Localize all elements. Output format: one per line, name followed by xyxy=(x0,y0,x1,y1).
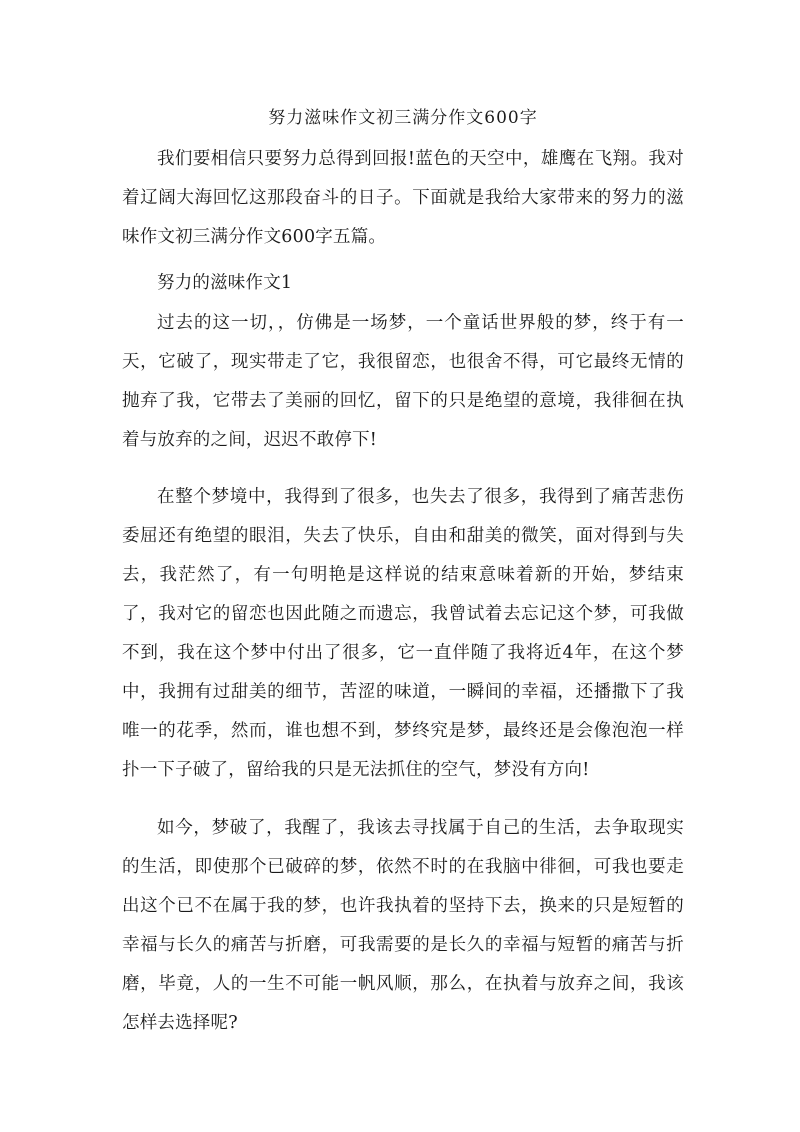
intro-paragraph: 我们要相信只要努力总得到回报!蓝色的天空中，雄鹰在飞翔。我对着辽阔大海回忆这那段奋斗的日子。下面就是我给大家带来的努力的滋味作文初三满分作文600字五篇。 xyxy=(122,149,684,247)
section-heading: 努力的滋味作文1 xyxy=(157,273,293,293)
body-paragraph-1: 过去的这一切，，仿佛是一场梦，一个童话世界般的梦，终于有一天，它破了，现实带走了它，我很留恋，也很舍不得，可它最终无情的抛弃了我，它带去了美丽的回忆，留下的只是绝望的意境，我徘徊在执着与放弃的之间，迟迟不敢停下! xyxy=(122,313,684,450)
body-paragraph-3: 如今，梦破了，我醒了，我该去寻找属于自己的生活，去争取现实的生活，即使那个已破碎的梦，依然不时的在我脑中徘徊，可我也要走出这个已不在属于我的梦，也许我执着的坚持下去，换来的只是短暂的幸福与长久的痛苦与折磨，可我需要的是长久的幸福与短暂的痛苦与折磨，毕竟，人的一生不可能一帆风顺，那么，在执着与放弃之间，我该怎样去选择呢? xyxy=(122,818,684,1033)
body-paragraph-2: 在整个梦境中，我得到了很多，也失去了很多，我得到了痛苦悲伤委屈还有绝望的眼泪，失去了快乐，自由和甜美的微笑，面对得到与失去，我茫然了，有一句明艳是这样说的结束意味着新的开始，梦结束了，我对它的留恋也因此随之而遗忘，我曾试着去忘记这个梦，可我做不到，我在这个梦中付出了很多，它一直伴随了我将近4年，在这个梦中，我拥有过甜美的细节，苦涩的味道，一瞬间的幸福，还播撒下了我唯一的花季，然而，谁也想不到，梦终究是梦，最终还是会像泡泡一样扑一下子破了，留给我的只是无法抓住的空气，梦没有方向! xyxy=(122,487,684,780)
document-title: 努力滋味作文初三满分作文600字 xyxy=(268,108,538,128)
